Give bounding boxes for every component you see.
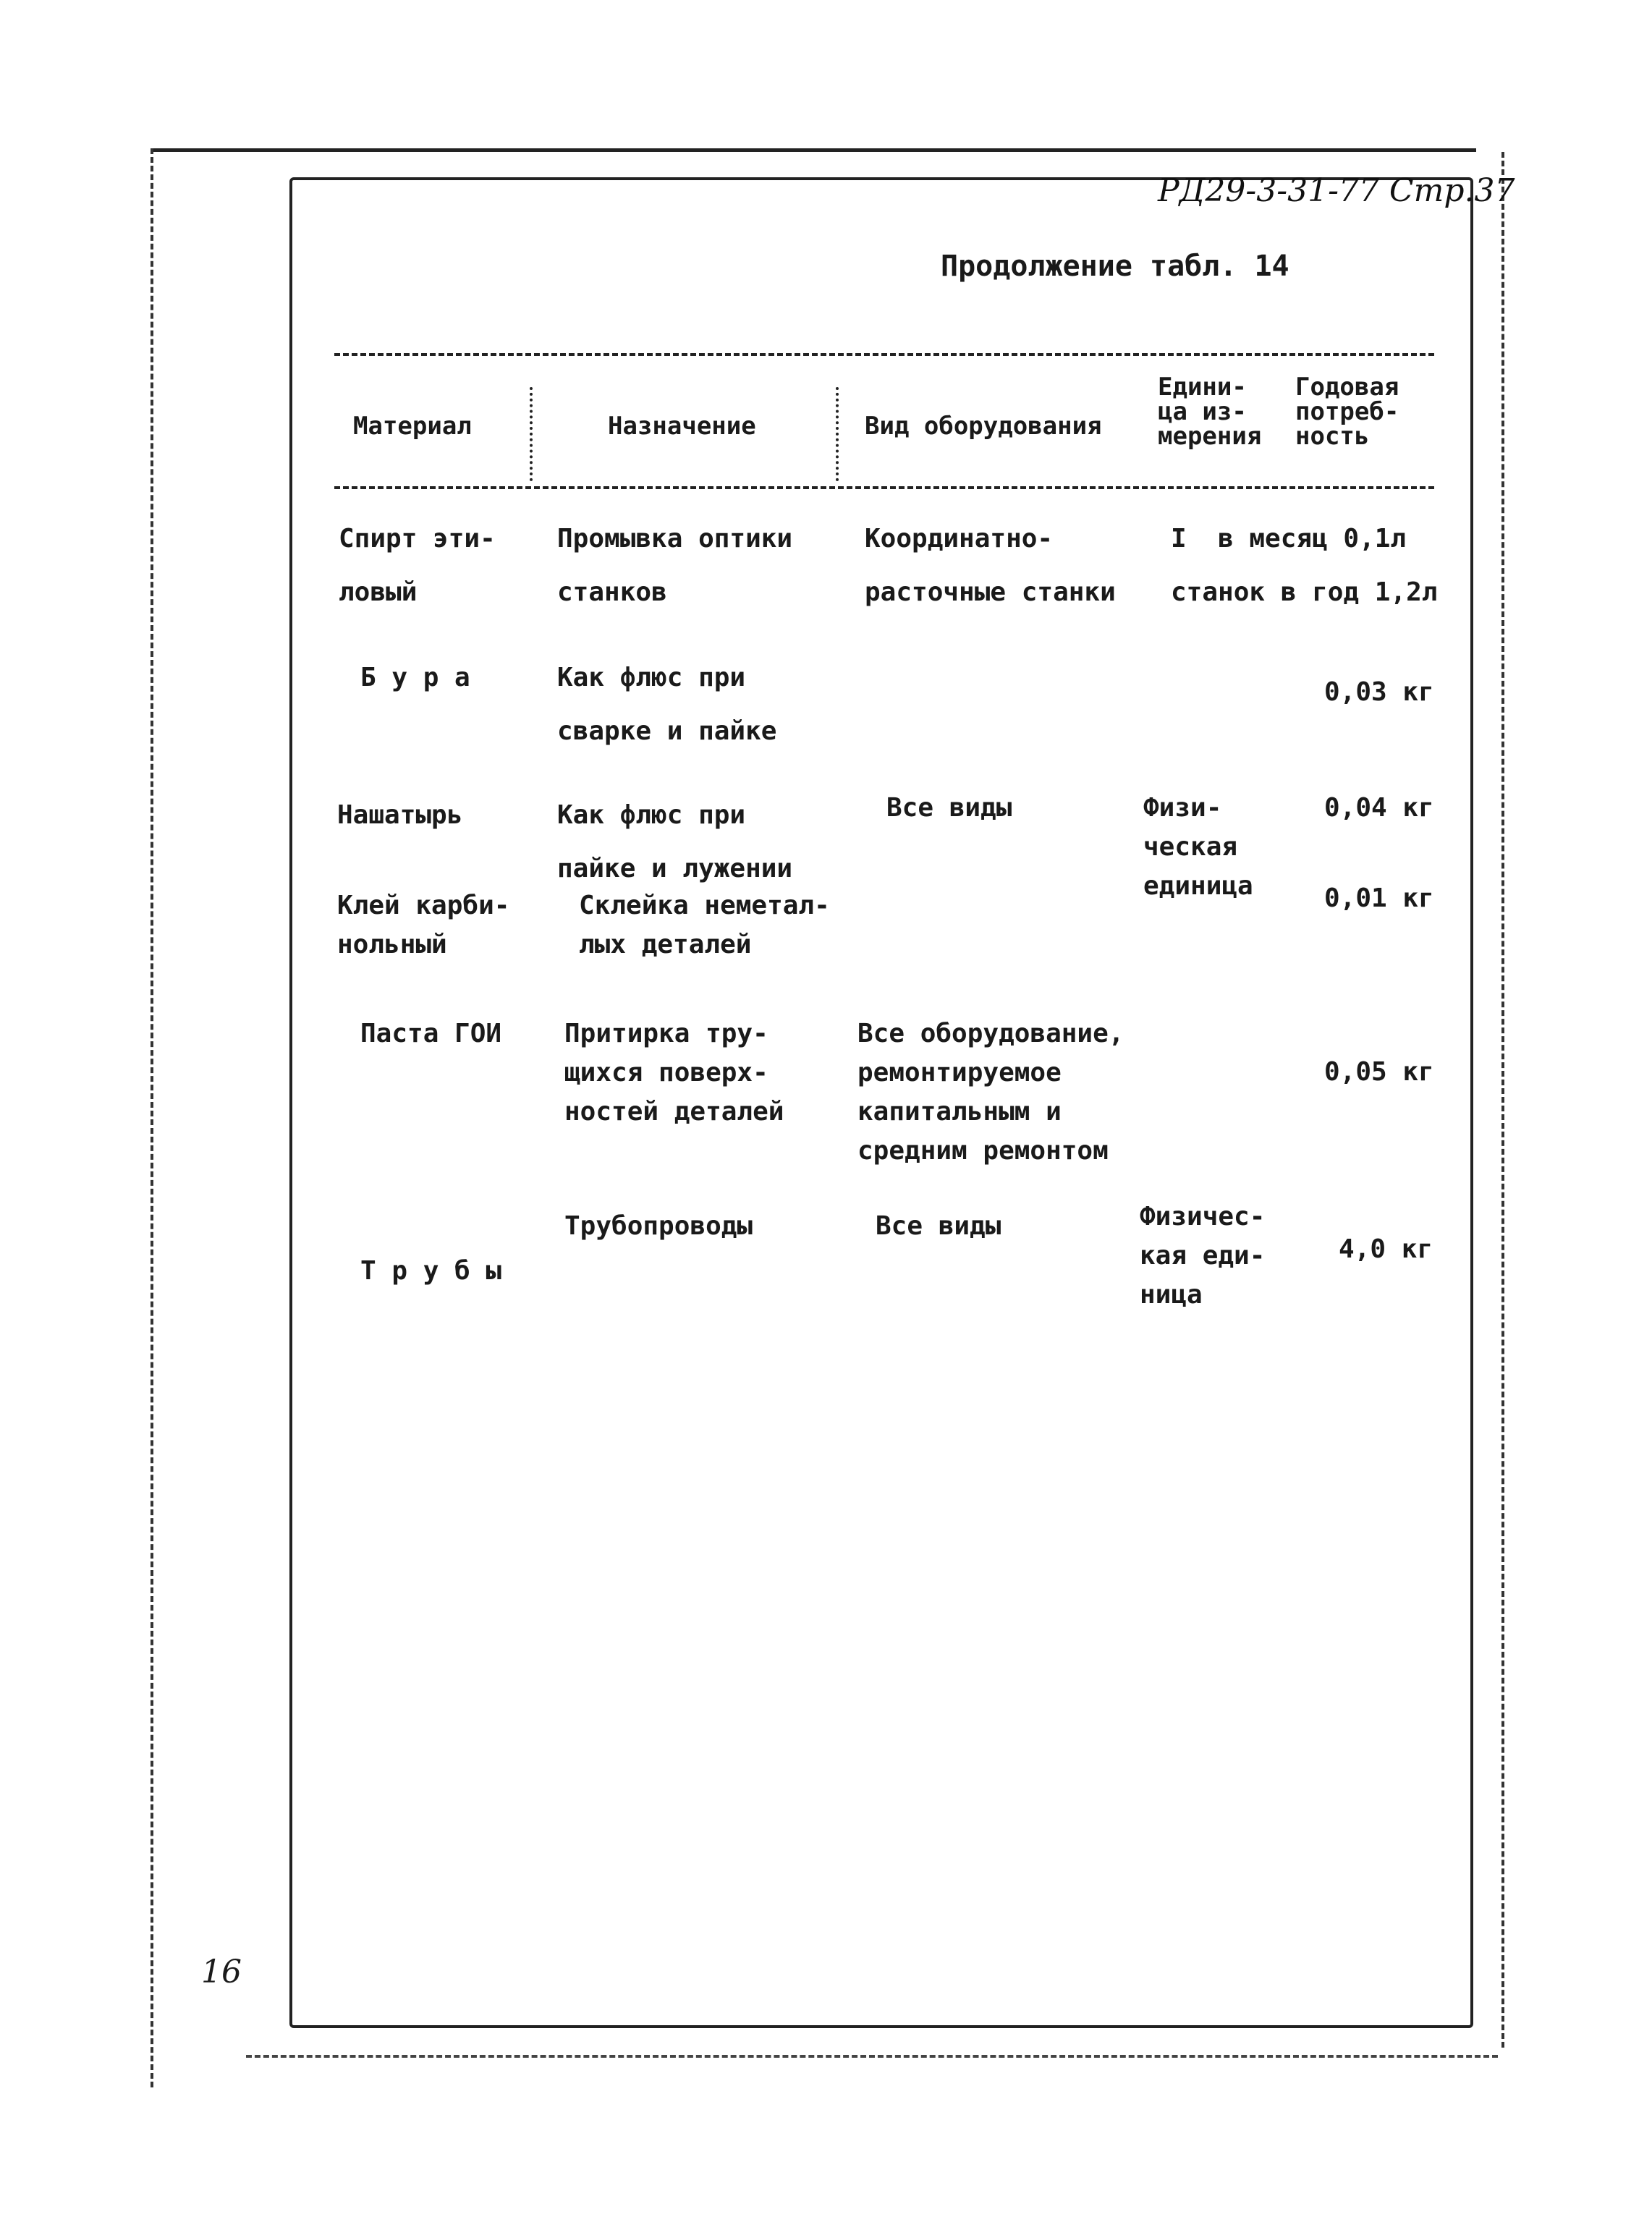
- table-cell-purpose: Притирка тру- щихся поверх- ностей деталей: [564, 1019, 784, 1127]
- column-separator: [530, 387, 533, 481]
- table-cell-annual-need: 0,05 кг: [1324, 1057, 1434, 1087]
- table-cell-purpose: Промывка оптики станков: [557, 524, 793, 607]
- header-unit: Едини- ца из- мерения: [1158, 373, 1262, 451]
- table-cell-purpose: Склейка неметал- лых деталей: [579, 891, 830, 959]
- header-equipment: Вид оборудования: [865, 412, 1102, 441]
- table-cell-purpose: Как флюс при пайке и лужении: [557, 800, 793, 883]
- table-cell-equipment: Координатно- расточные станки: [865, 524, 1116, 607]
- table-cell-unit: I в месяц 0,1л станок в год 1,2л: [1171, 524, 1438, 607]
- outer-frame-bottom: [246, 2055, 1498, 2058]
- table-cell-annual-need: 4,0 кг: [1339, 1234, 1433, 1264]
- table-cell-material: Спирт эти- ловый: [339, 524, 496, 607]
- page-number: 16: [201, 1954, 242, 1990]
- header-material: Материал: [353, 412, 472, 441]
- table-cell-annual-need: 0,04 кг: [1324, 793, 1434, 823]
- table-cell-equipment: Все виды: [876, 1211, 1001, 1241]
- header-bottom-rule: [334, 486, 1434, 489]
- table-cell-annual-need: 0,03 кг: [1324, 677, 1434, 707]
- table-cell-material: Т р у б ы: [360, 1256, 502, 1286]
- document-code: РД29-3-31-77 Стр.37: [1158, 172, 1515, 209]
- table-caption: Продолжение табл. 14: [941, 250, 1289, 283]
- table-cell-material: Клей карби- нольный: [337, 891, 510, 959]
- outer-frame-left: [151, 148, 153, 2087]
- table-cell-unit: Физичес- кая еди- ница: [1140, 1202, 1266, 1310]
- table-cell-material: Паста ГОИ: [360, 1019, 502, 1048]
- header-annual-need: Годовая потреб- ность: [1295, 373, 1399, 451]
- table-cell-unit: Физи- ческая единица: [1143, 793, 1253, 901]
- table-cell-annual-need: 0,01 кг: [1324, 883, 1434, 913]
- table-cell-equipment: Все виды: [886, 793, 1012, 823]
- table-cell-equipment: Все оборудование, ремонтируемое капитальным и средним ремонтом: [857, 1019, 1124, 1166]
- header-purpose: Назначение: [608, 412, 756, 441]
- table-cell-purpose: Трубопроводы: [564, 1211, 753, 1241]
- table-cell-material: Б у р а: [360, 663, 470, 692]
- column-separator: [836, 387, 839, 481]
- header-top-rule: [334, 353, 1434, 356]
- table-cell-purpose: Как флюс при сварке и пайке: [557, 663, 777, 746]
- outer-frame-right: [1501, 152, 1504, 2048]
- outer-frame-top: [152, 148, 1476, 152]
- table-cell-material: Нашатырь: [337, 800, 463, 830]
